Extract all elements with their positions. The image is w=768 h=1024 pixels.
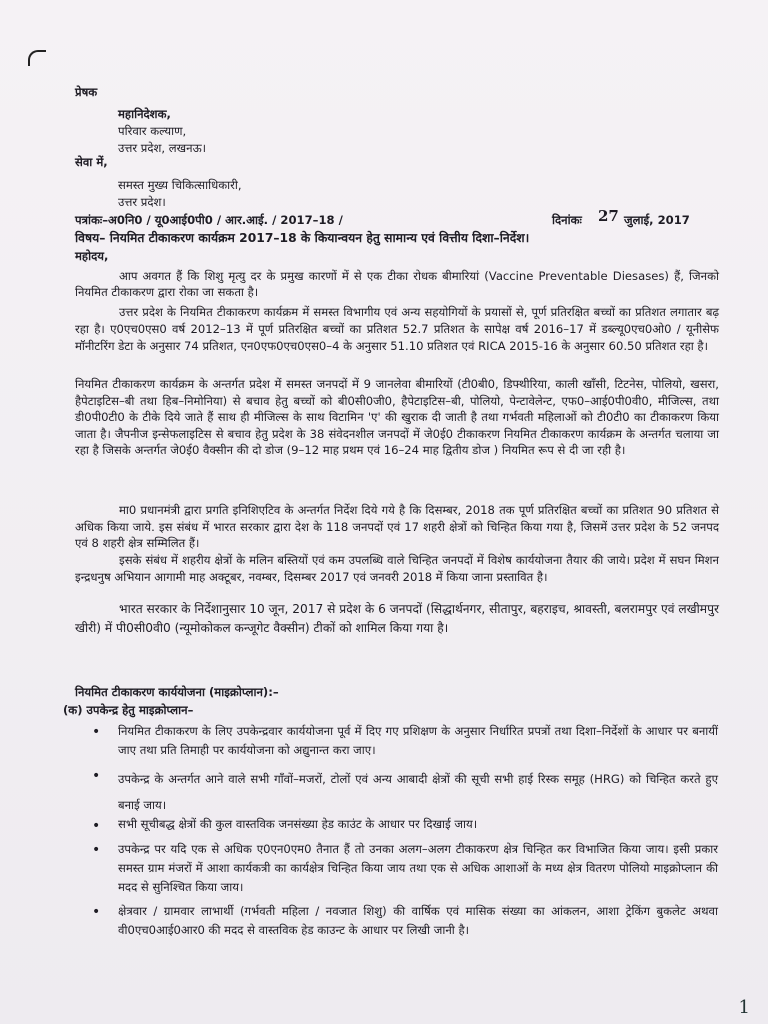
to-name: समस्त मुख्य चिकित्साधिकारी, bbox=[118, 178, 242, 192]
date-label: दिनांकः bbox=[552, 213, 582, 227]
salutation: महोदय, bbox=[75, 249, 109, 263]
page-number: 1 bbox=[738, 997, 750, 1018]
bullet-dot: • bbox=[92, 768, 101, 784]
bullet-item-4: उपकेन्द्र पर यदि एक से अधिक ए0एन0एम0 तैनात हैं तो उनका अलग–अलग टीकाकरण क्षेत्र चिन्हित कर विभाजित किया जाय। इसी प्रकार समस्त ग्राम मंजरों में आशा कार्यकत्री का कार्यक्षेत्र चिन्हित किया जाय तथा एक से अधिक आशाओं के मध्य क्षेत्र वितरण पोलियो माइक्रोप्लान की मदद से सुनिश्चित किया जाय। bbox=[118, 842, 718, 894]
subject-line: विषय– नियमित टीकाकरण कार्यक्रम 2017–18 के कियान्वयन हेतु सामान्य एवं वित्तीय दिशा–निर्देश। bbox=[75, 231, 530, 245]
from-dept: परिवार कल्याण, bbox=[118, 124, 187, 138]
to-place: उत्तर प्रदेश। bbox=[118, 195, 166, 209]
paragraph-1: आप अवगत हैं कि शिशु मृत्यु दर के प्रमुख कारणों में से एक टीका रोधक बीमारियां (Vaccine Preventable Diesases) हैं, जिनको नियमित टीकाकरण द्वारा रोका जा सकता है। bbox=[75, 269, 719, 299]
from-label: प्रेषक bbox=[75, 85, 98, 99]
paragraph-5: इसके संबंध में शहरीय क्षेत्रों के मलिन बस्तियों एवं कम उपलब्धि वाले चिन्हित जनपदों में विशेष कार्ययोजना तैयार की जाये। प्रदेश में सघन मिशन इन्द्रधनुष अभियान आगामी माह अक्टूबर, नवम्बर, दिसम्बर 2017 एवं जनवरी 2018 में किया जाना प्रस्तावित है। bbox=[75, 553, 719, 584]
section-heading: नियमित टीकाकरण कार्ययोजना (माइक्रोप्लान):– bbox=[75, 685, 279, 699]
bullet-dot: • bbox=[92, 904, 101, 920]
to-label: सेवा में, bbox=[75, 155, 108, 169]
date-day: 27 bbox=[598, 207, 619, 225]
handwritten-mark bbox=[28, 50, 46, 66]
bullet-item-1: नियमित टीकाकरण के लिए उपकेन्द्रवार कार्ययोजना पूर्व में दिए गए प्रशिक्षण के अनुसार निर्धारित प्रपत्रों तथा दिशा–निर्देशों के आधार पर बनायीं जाए तथा प्रति तिमाही पर कार्ययोजना को अद्युनान्त करा जाए। bbox=[118, 724, 718, 757]
bullet-dot: • bbox=[92, 842, 101, 858]
paragraph-6: भारत सरकार के निर्देशानुसार 10 जून, 2017 से प्रदेश के 6 जनपदों (सिद्धार्थनगर, सीतापुर, बहराइच, श्रावस्ती, बलरामपुर एवं लखीमपुर खीरी) में पी0सी0वी0 (न्यूमोकोकल कन्जूगेट वैक्सीन) टीकों को शामिल किया गया है। bbox=[75, 602, 719, 635]
paragraph-3: नियमित टीकाकरण कार्यक्रम के अन्तर्गत प्रदेश में समस्त जनपदों में 9 जानलेवा बीमारियों (टी0बी0, डिफ्थीरिया, काली खाँसी, टिटनेस, पोलियो, खसरा, हैपेटाइटिस–बी तथा हिब–निमोनिया) से बचाव हेतु बच्चों को बी0सी0जी0, हैपेटाइटिस–बी, पोलियो, पेन्टावेलेन्ट, एफ0–आई0पी0वी0, मीजिल्स, तथा डी0पी0टी0 के टीके दिये जाते हैं साथ ही मीजिल्स के साथ विटामिन 'ए' की खुराक दी जाती है तथा गर्भवती महिलाओं को टी0टी0 का टीकाकरण किया जाता है। जैपनीज इन्सेफलाइटिस से बचाव हेतु प्रदेश के 38 संवेदनशील जनपदों में जे0ई0 टीकाकरण नियमित टीकाकरण कार्यक्रम के अन्तर्गत चलाया जा रहा है जिसके अन्तर्गत जे0ई0 वैक्सीन की दो डोज (9–12 माह प्रथम एवं 16–24 माह द्वितीय डोज ) नियमित रूप से दी जा रही है। bbox=[75, 377, 719, 457]
bullet-item-2: उपकेन्द्र के अन्तर्गत आने वाले सभी गाँवों–मजरों, टोलों एवं अन्य आबादी क्षेत्रों की सूची सभी हाई रिस्क समूह (HRG) को चिन्हित करते हुए बनाई जाय। bbox=[118, 772, 718, 812]
bullet-item-3: सभी सूचीबद्ध क्षेत्रों की कुल वास्तविक जनसंख्या हेड काउंट के आधार पर दिखाई जाय। bbox=[118, 817, 478, 831]
date-rest: जुलाई, 2017 bbox=[624, 213, 690, 227]
bullet-dot: • bbox=[92, 818, 101, 834]
bullet-dot: • bbox=[92, 724, 101, 740]
paragraph-2: उत्तर प्रदेश के नियमित टीकाकरण कार्यक्रम में समस्त विभागीय एवं अन्य सहयोगियों के प्रयासों से, पूर्ण प्रतिरक्षित बच्चों का प्रतिशत लगातार बढ़ रहा है। ए0एच0एस0 वर्ष 2012–13 में पूर्ण प्रतिरक्षित बच्चों का प्रतिशत 52.7 प्रतिशत के सापेक्ष वर्ष 2016–17 में डब्ल्यू0एच0ओ0 / यूनीसेफ मॉनीटरिंग डेटा के अनुसार 74 प्रतिशत, एन0एफ0एच0एस0–4 के अनुसार 51.10 प्रतिशत एवं RICA 2015-16 के अनुसार 60.50 प्रतिशत रहा है। bbox=[75, 305, 719, 353]
reference-number: पत्रांकः–अ0नि0 / यू0आई0पी0 / आर.आई. / 2017–18 / bbox=[75, 213, 343, 227]
paragraph-4: मा0 प्रधानमंत्री द्वारा प्रगति इनिशिएटिव के अन्तर्गत निर्देश दिये गये है कि दिसम्बर, 2018 तक पूर्ण प्रतिरक्षित बच्चों का प्रतिशत 90 प्रतिशत से अधिक किया जाये. इस संबंध में भारत सरकार द्वारा देश के 118 जनपदों एवं 17 शहरी क्षेत्रों को चिन्हित किया गया है, जिसमें उत्तर प्रदेश के 52 जनपद एवं 8 शहरी क्षेत्र सम्मिलित हैं। bbox=[75, 503, 719, 550]
bullet-item-5: क्षेत्रवार / ग्रामवार लाभार्थी (गर्भवती महिला / नवजात शिशु) की वार्षिक एवं मासिक संख्या का आंकलन, आशा ट्रेकिंग बुकलेट अथवा वी0एच0आई0आर0 की मदद से वास्तविक हेड काउन्ट के आधार पर लिखी जानी है। bbox=[118, 904, 718, 937]
section-subheading: (क) उपकेन्द्र हेतु माइक्रोप्लान– bbox=[63, 703, 194, 717]
from-name: महानिदेशक, bbox=[118, 107, 171, 121]
from-place: उत्तर प्रदेश, लखनऊ। bbox=[118, 141, 207, 155]
